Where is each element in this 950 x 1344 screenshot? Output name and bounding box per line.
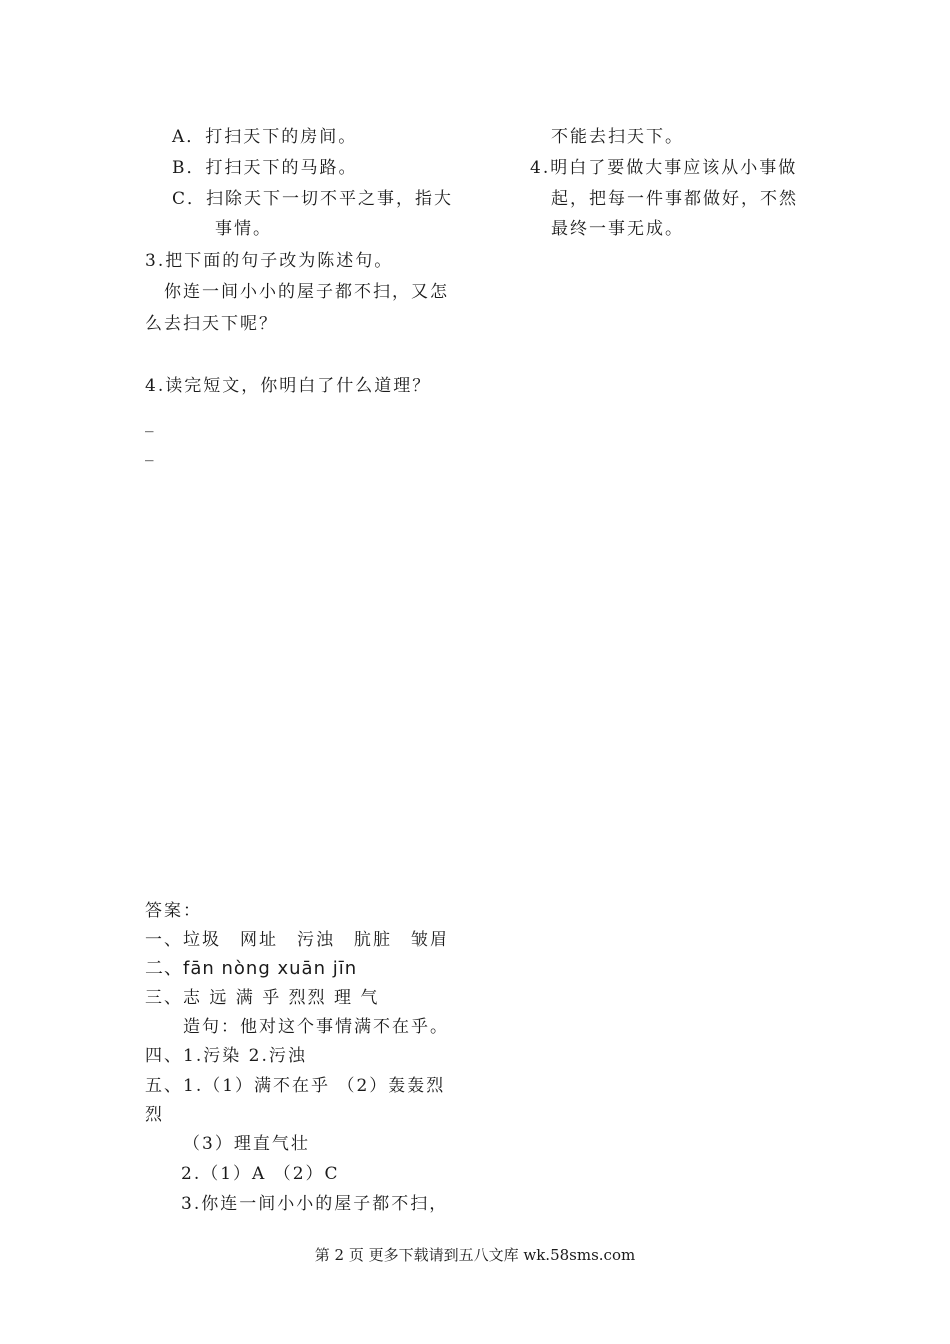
answer-3: 三、志 远 满 乎 烈烈 理 气 — [145, 988, 380, 1008]
answer-blank-1: _ — [145, 413, 156, 433]
question-3-sentence-line2: 么去扫天下呢？ — [145, 314, 278, 334]
right-line-2: 4.明白了要做大事应该从小事做 — [530, 158, 798, 178]
answer-blank-2: _ — [145, 442, 156, 462]
right-line-4: 最终一事无成。 — [551, 219, 684, 239]
answer-4: 四、1.污染 2.污浊 — [145, 1046, 307, 1066]
answer-3-sentence: 造句：他对这个事情满不在乎。 — [183, 1017, 449, 1037]
option-b: B．打扫天下的马路。 — [172, 158, 358, 178]
right-line-3: 起，把每一件事都做好，不然 — [551, 189, 798, 209]
option-c-line1: C．扫除天下一切不平之事，指大 — [172, 189, 454, 209]
question-4-title: 4.读完短文，你明白了什么道理？ — [145, 376, 432, 396]
right-line-1: 不能去扫天下。 — [551, 127, 684, 147]
page-footer: 第 2 页 更多下载请到五八文库 wk.58sms.com — [314, 1246, 636, 1264]
answer-5-item2: 2.（1）A （2）C — [181, 1164, 340, 1184]
question-3-sentence-line1: 你连一间小小的屋子都不扫，又怎 — [164, 282, 449, 302]
answer-2: 二、fān nòng xuān jīn — [145, 958, 358, 979]
answer-5-line2: 烈 — [145, 1105, 164, 1125]
answers-heading: 答案： — [145, 901, 202, 921]
option-c-line2: 事情。 — [215, 219, 272, 239]
answer-1: 一、垃圾 网址 污浊 肮脏 皱眉 — [145, 930, 449, 950]
question-3-title: 3.把下面的句子改为陈述句。 — [145, 251, 394, 271]
answer-5-line3: （3）理直气壮 — [183, 1134, 310, 1154]
option-a: A．打扫天下的房间。 — [172, 127, 358, 147]
answer-5-line1: 五、1.（1）满不在乎 （2）轰轰烈 — [145, 1076, 446, 1096]
answer-5-item3: 3.你连一间小小的屋子都不扫， — [181, 1194, 449, 1214]
